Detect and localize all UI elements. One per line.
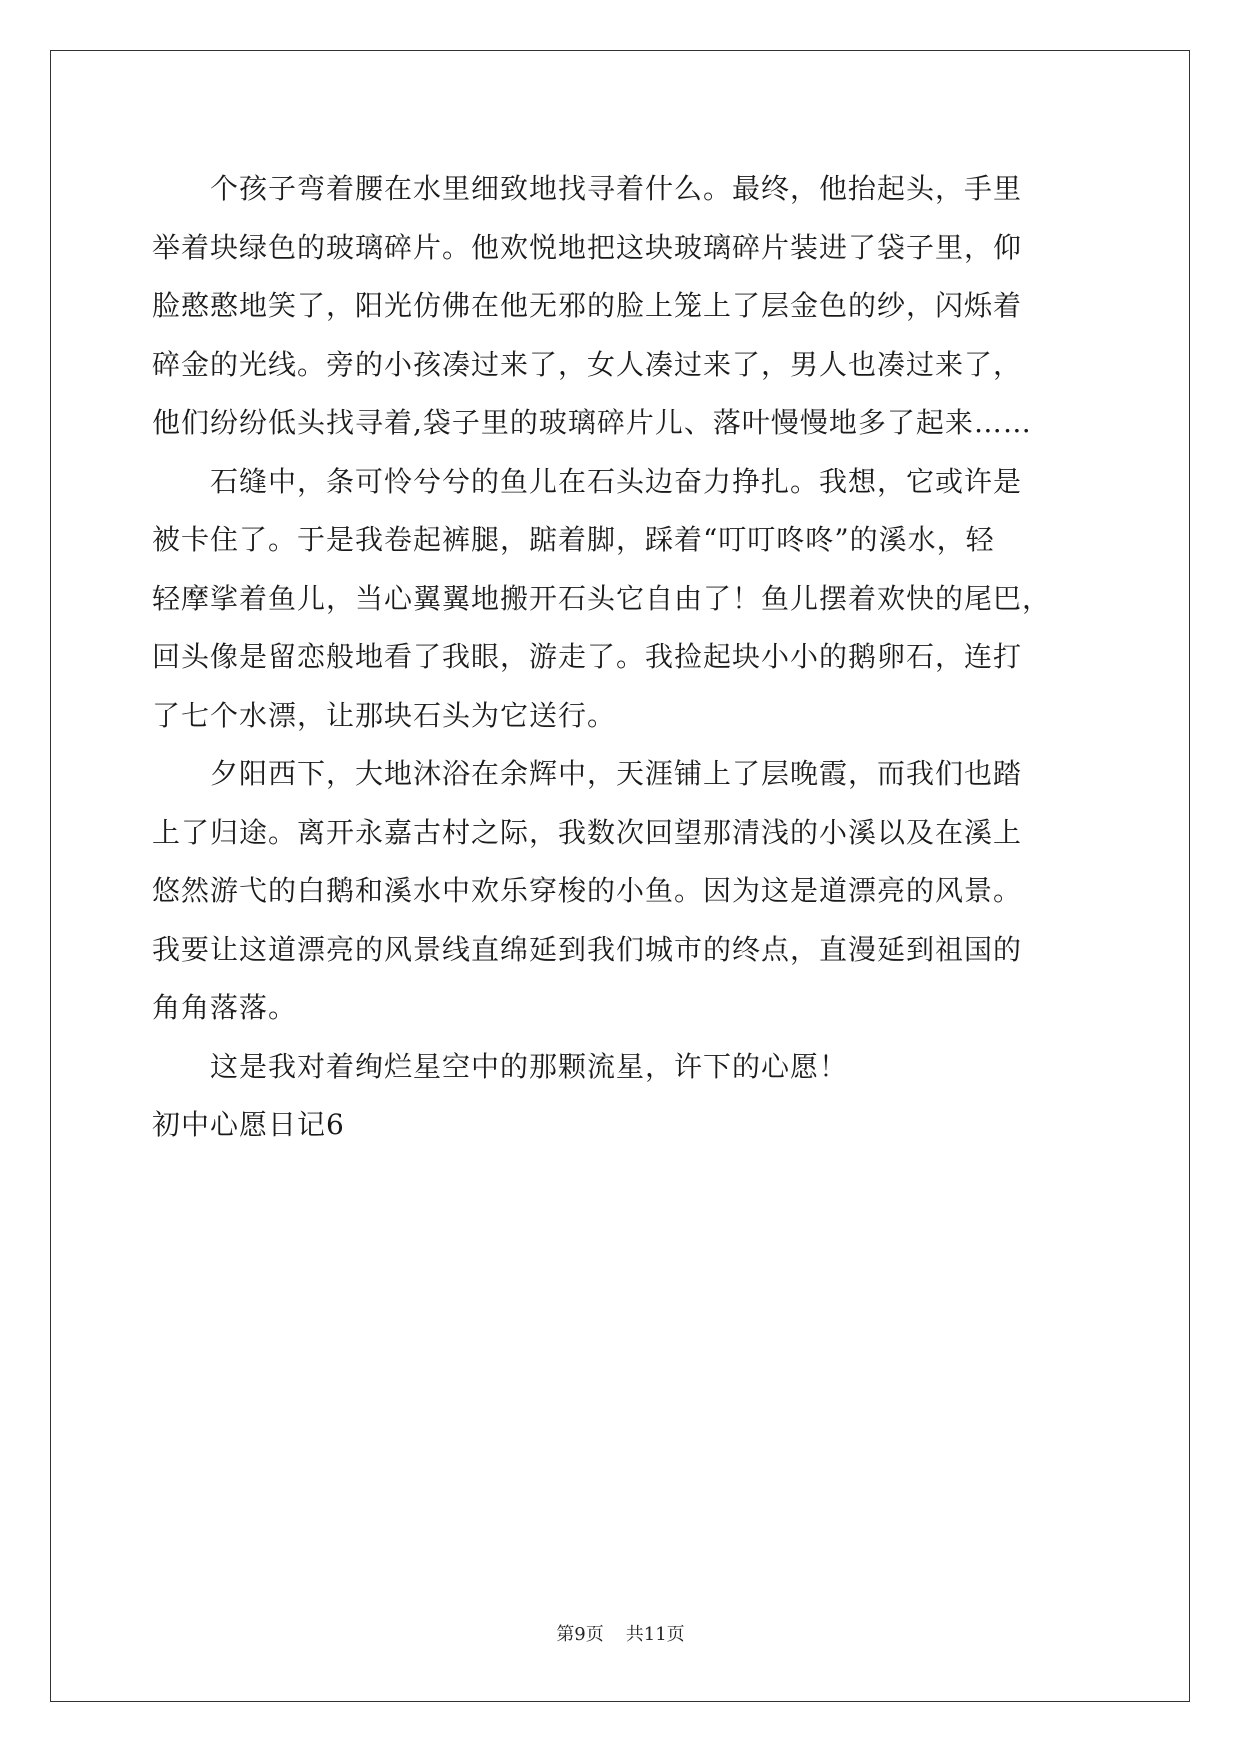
text-line: 碎金的光线。旁的小孩凑过来了，女人凑过来了，男人也凑过来了， — [152, 347, 1023, 381]
text-line: 角角落落。 — [152, 991, 298, 1024]
text-line: 这是我对着绚烂星空中的那颗流星，许下的心愿！ — [210, 1049, 849, 1083]
section-heading: 初中心愿日记6 — [152, 1108, 345, 1141]
text-line: 上了归途。离开永嘉古村之际，我数次回望那清浅的小溪以及在溪上 — [152, 815, 1023, 849]
document-body — [152, 160, 1090, 1155]
paragraph-3 — [152, 745, 1090, 1038]
paragraph-2 — [152, 453, 1090, 746]
paragraph-4 — [152, 1038, 1090, 1097]
text-line: 悠然游弋的白鹅和溪水中欢乐穿梭的小鱼。因为这是道漂亮的风景。 — [152, 874, 1023, 907]
text-line: 了七个水漂，让那块石头为它送行。 — [152, 698, 617, 732]
text-line: 个孩子弯着腰在水里细致地找寻着什么。最终，他抬起头，手里 — [210, 172, 1023, 205]
paragraph-1 — [152, 160, 1090, 453]
page-number: 第9页 — [556, 1624, 604, 1645]
text-line: 夕阳西下，大地沐浴在余辉中，天涯铺上了层晚霞，而我们也踏 — [210, 757, 1023, 790]
text-line: 他们纷纷低头找寻着,袋子里的玻璃碎片儿、落叶慢慢地多了起来…… — [152, 406, 1032, 439]
page-footer — [0, 1620, 1241, 1646]
text-line: 脸憨憨地笑了，阳光仿佛在他无邪的脸上笼上了层金色的纱，闪烁着 — [152, 289, 1023, 322]
text-line: 我要让这道漂亮的风景线直绵延到我们城市的终点，直漫延到祖国的 — [152, 932, 1023, 966]
text-line: 举着块绿色的玻璃碎片。他欢悦地把这块玻璃碎片装进了袋子里，仰 — [152, 230, 1023, 264]
text-line: 被卡住了。于是我卷起裤腿，踮着脚，踩着“叮叮咚咚”的溪水，轻 — [152, 523, 995, 556]
text-line: 轻摩挲着鱼儿，当心翼翼地搬开石头它自由了！鱼儿摆着欢快的尾巴， — [152, 581, 1052, 615]
text-line: 石缝中，条可怜兮兮的鱼儿在石头边奋力挣扎。我想，它或许是 — [210, 464, 1023, 498]
text-line: 回头像是留恋般地看了我眼，游走了。我捡起块小小的鹅卵石，连打 — [152, 640, 1023, 673]
page-total: 共11页 — [625, 1624, 685, 1645]
